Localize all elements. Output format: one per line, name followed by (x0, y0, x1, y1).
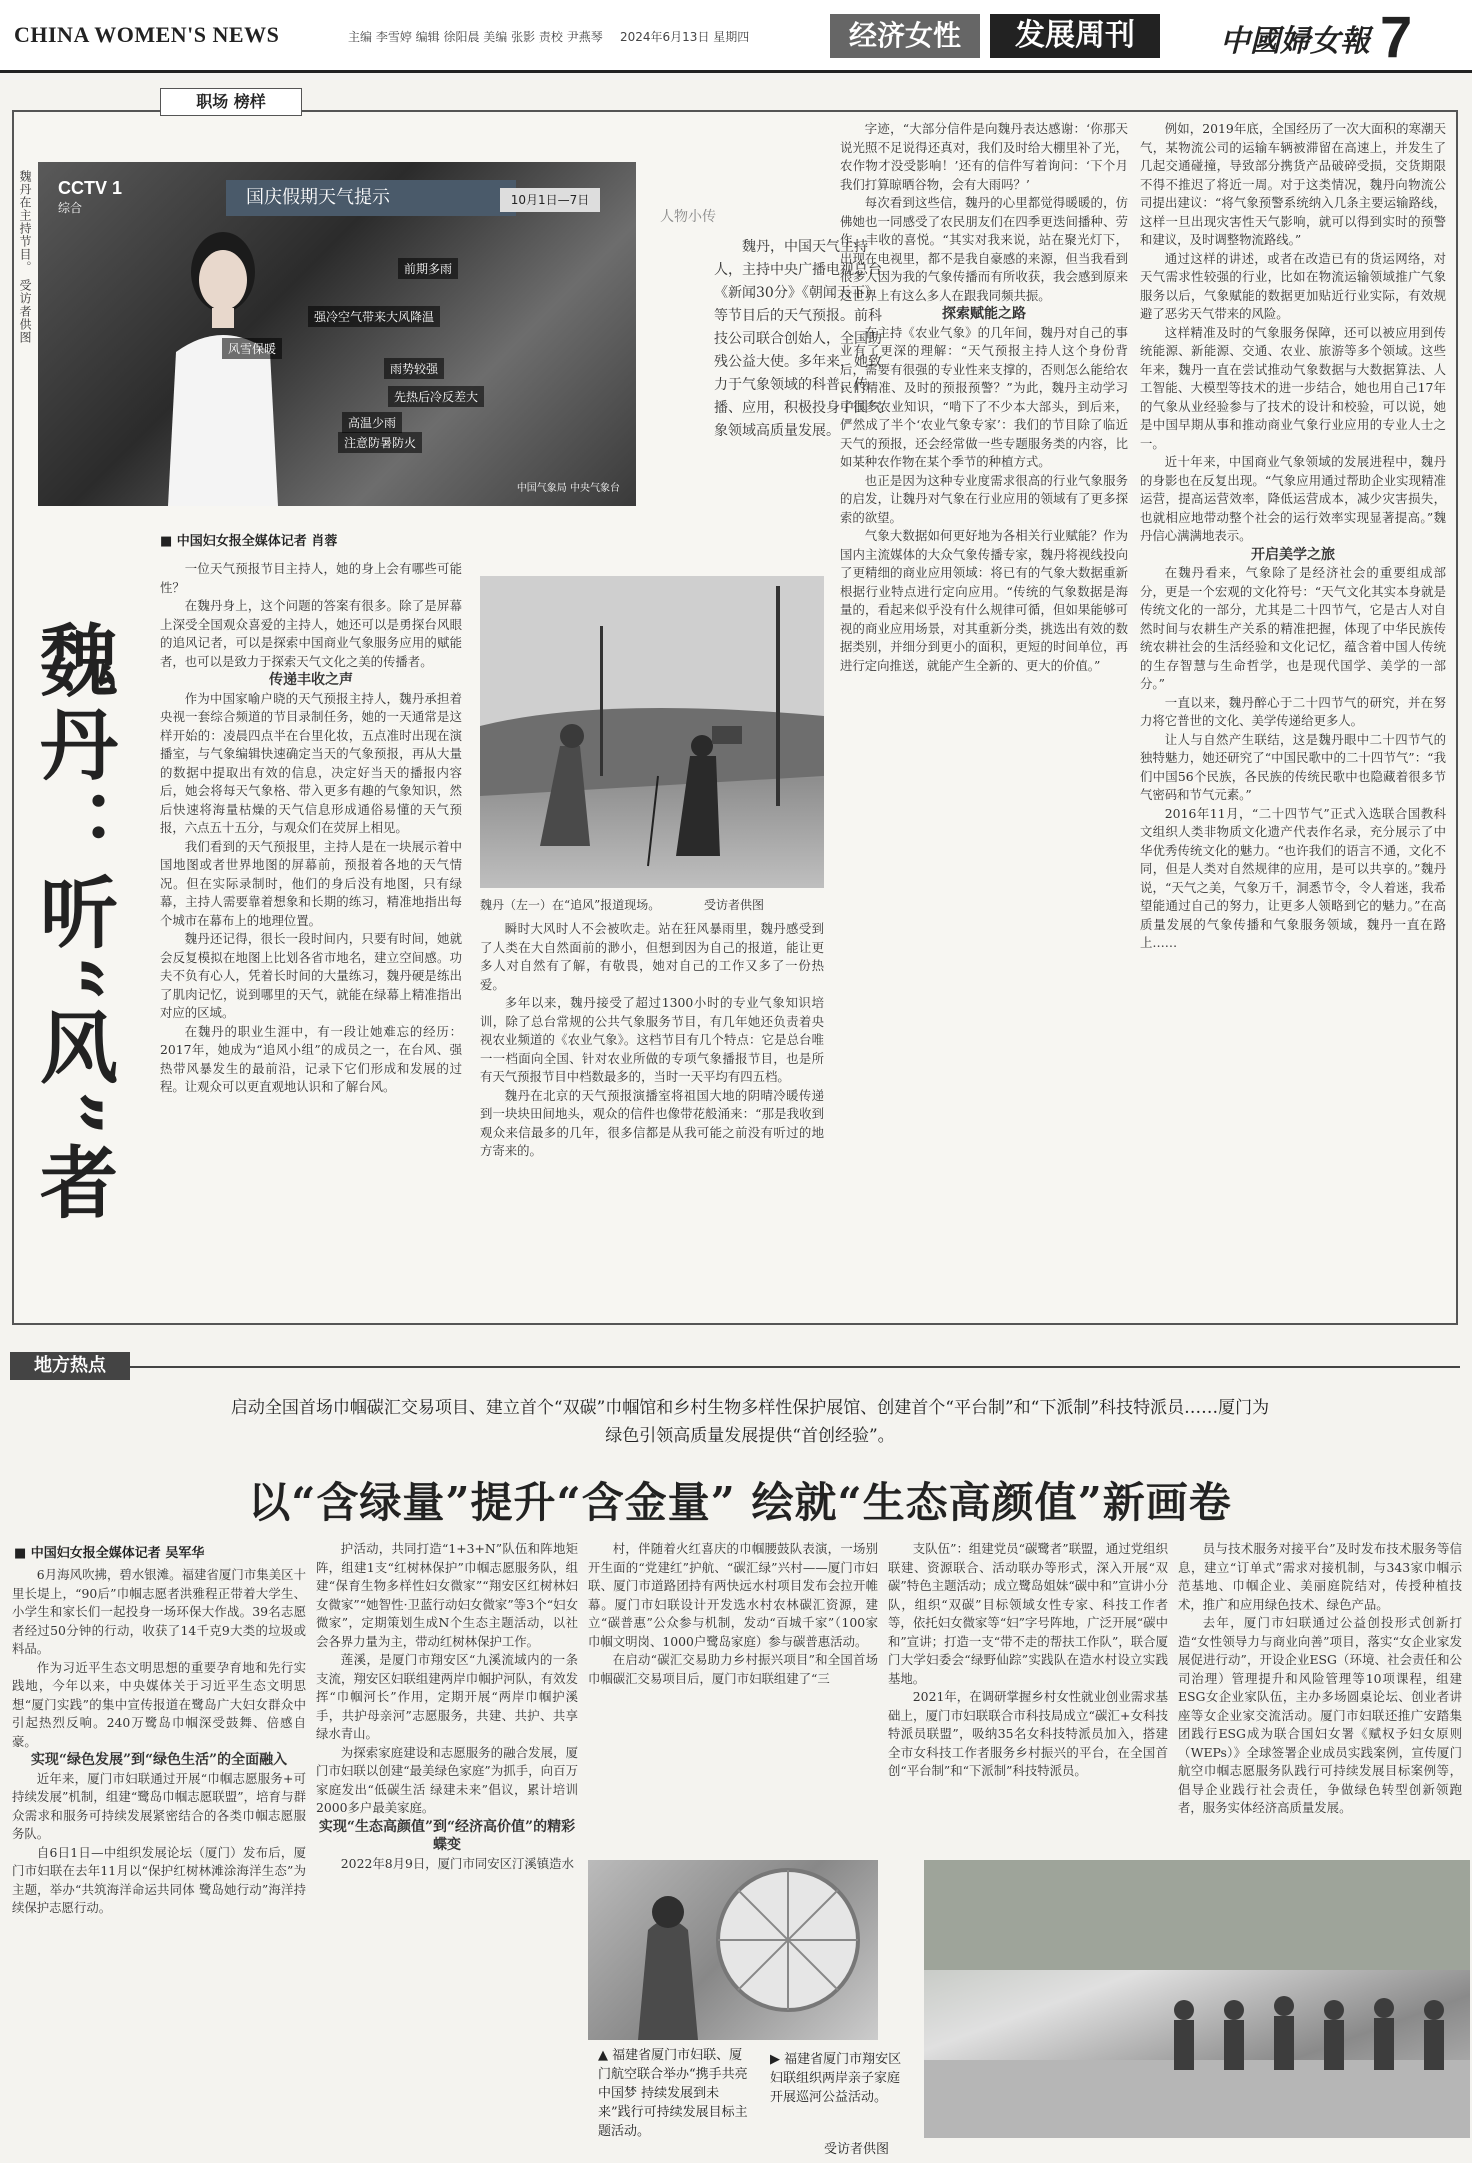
event-photo-airline (588, 1860, 878, 2040)
paragraph: 通过这样的讲述，或者在改造已有的货运网络，对天气需求性较强的行业，比如在物流运输领域推广气象服务以后，气象赋能的数据更加贴近行业实际，有效规避了恶劣天气带来的风险。 (1140, 250, 1446, 321)
paragraph: 在魏丹身上，这个问题的答案有很多。除了是屏幕上深受全国观众喜爱的主持人，她还可以是勇探台风眼的追风记者，可以是探索中国商业气象服务应用的赋能者，也可以是致力于探索天气文化之美的传播者。 (160, 598, 462, 669)
paragraph: 每次看到这些信，魏丹的心里都觉得暖暖的，仿佛她也一同感受了农民朋友们在四季更迭间播种、劳作、丰收的喜悦。“其实对我来说，站在聚光灯下，出现在电视里，都不是我自豪感的来源，但当我看到很多人因为我的气象传播而有所收获，我会感到原来这世界上有这么多人在跟我同频共振。 (840, 195, 1128, 303)
story-column-5 (1178, 1540, 1462, 1852)
section-weekly: 发展周刊 (990, 14, 1160, 58)
article-column-4 (1140, 120, 1446, 1318)
paragraph: 魏丹在北京的天气预报演播室将祖国大地的阴晴冷暖传递到一块块田间地头，观众的信件也像带花般涌来：“那是我收到观众来信最多的几年，很多信都是从我可能之前没有听过的地方寄来的。 (480, 1087, 824, 1158)
story-column-1 (12, 1566, 306, 2158)
map-label: 注意防暑防火 (338, 432, 422, 453)
section-name: 经济女性 (830, 14, 980, 58)
event-photo-illustration (924, 1860, 1470, 2138)
tv-source: 中国气象局 中央气象台 (516, 483, 620, 494)
article-column-1 (160, 560, 462, 1320)
editorial-staff: 主编 李雪婷 编辑 徐阳晨 美编 张影 责校 尹燕琴 (348, 30, 603, 44)
paragraph: 近十年来，中国商业气象领域的发展进程中，魏丹的身影也在反复出现。“气象应用通过帮助企业实现精准运营，提高运营效率，降低运营成本，减少灾害损失，也就相应地带动整个社会的运行效率实现显著提高。”魏丹信心满满地表示。 (1140, 454, 1446, 543)
tv-logo-text: CCTV 1 (58, 178, 123, 198)
tv-channel-logo (58, 178, 122, 216)
paragraph: 2021年，在调研掌握乡村女性就业创业需求基础上，厦门市妇联联合市科技局成立“碳汇+女科技特派员联盟”，吸纳35名女科技特派员加入，搭建全市女科技工作者服务乡村振兴的平台，在全国首创“平台制”和“下派制”科技特派员。 (888, 1689, 1168, 1778)
paragraph: 支队伍”：组建党员“碳鹭者”联盟，通过党组织联建、资源联合、活动联办等形式，深入开展“双碳”特色主题活动；成立鹭岛姐妹“碳中和”宣讲小分队，组织“双碳”目标领域女性专家、科技工作者等，依托妇女微家等“妇”字号阵地，广泛开展“碳中和”宣讲；打造一支“带不走的帮扶工作队”，联合厦门大学妇委会“绿野仙踪”实践队在造水村设立实践基地。 (888, 1541, 1168, 1686)
event-photo-illustration (588, 1860, 878, 2040)
map-label: 强冷空气带来大风降温 (308, 306, 440, 327)
map-label: 先热后冷反差大 (388, 386, 484, 407)
paragraph: 魏丹还记得，很长一段时间内，只要有时间，她就会反复模拟在地图上比划各省市地名，建立空间感。功夫不负有心人，凭着长时间的大量练习，魏丹硬是练出了肌肉记忆，说到哪里的天气，就能在绿幕上精准指出对应的区域。 (160, 931, 462, 1020)
map-label: 雨势较强 (384, 358, 444, 379)
paragraph: 近年来，厦门市妇联通过开展“巾帼志愿服务+可持续发展”机制，组建“鹭岛巾帼志愿联盟”，培育与群众需求和服务可持续发展紧密结合的各类巾帼志愿服务队。 (12, 1770, 306, 1841)
column-tag: 职场 榜样 (160, 88, 302, 116)
tv-logo-sub: 综合 (58, 201, 83, 215)
event-photo-river-patrol (924, 1860, 1470, 2138)
paragraph: 自6日1日—中组织发展论坛（厦门）发布后，厦门市妇联在去年11月以“保护红树林滩涂海洋生态”为主题，举办“共筑海洋命运共同体 鹭岛她行动”海洋持续保护志愿行动。 (12, 1844, 306, 1915)
map-label: 高温少雨 (342, 412, 402, 433)
page-number: 7 (1380, 5, 1413, 70)
paragraph: 我们看到的天气预报里，主持人是在一块展示着中国地图或者世界地图的屏幕前，预报着各地的天气情况。但在实际录制时，他们的身后没有地图，只有绿幕，主持人需要靠着想象和长期的练习，精准地指出每个城市在幕布上的地理位置。 (160, 838, 462, 928)
paragraph: 村，伴随着火红喜庆的巾帼腰鼓队表演，一场别开生面的“党建红”护航、“碳汇绿”兴村——厦门市妇联、厦门市道路团持有两快远水村项目发布会拉开帷幕。厦门市妇联设计开发选水村农林碳汇资源，建立“碳普惠”公众参与机制，发动“百城千家”（100家巾帼文明岗、1000户鹭岛家庭）参与碳普惠活动。 (588, 1541, 878, 1649)
paragraph: 多年以来，魏丹接受了超过1300小时的专业气象知识培训，除了总台常规的公共气象服务节目，有几年她还负责着央视农业频道的《农业气象》。这档节目有几个特点：它是总台唯一一档面向全国、针对农业所做的专项气象播报节目，也是所有天气预报节目中档数最多的，当时一天平均有四五档。 (480, 995, 824, 1084)
subheading: 传递丰收之声 (269, 672, 353, 688)
story-headline: 以“含绿量”提升“含金量” 绘就“生态高颜值”新画卷 (248, 1478, 1232, 1527)
paragraph: 2022年8月9日，厦门市同安区汀溪镇造水 (340, 1855, 574, 1871)
paragraph: 员与技术服务对接平台”及时发布技术服务等信息，建立“订单式”需求对接机制，与343家巾帼示范基地、巾帼企业、美丽庭院结对，传授种植技术，推广和应用绿色技术、绿色产品。 (1178, 1541, 1462, 1612)
paragraph: 一位天气预报节目主持人，她的身上会有哪些可能性？ (160, 561, 462, 595)
map-label: 前期多雨 (398, 258, 458, 279)
paragraph: 也正是因为这种专业度需求很高的行业气象服务的启发，让魏丹对气象在行业应用的领域有了更多探索的欲望。 (840, 472, 1128, 525)
field-report-photo (480, 576, 824, 888)
paragraph: 一直以来，魏丹醉心于二十四节气的研究，并在努力将它普世的文化、美学传递给更多人。 (1140, 694, 1446, 728)
feature-headline: 魏丹：听“风”者 (27, 620, 118, 1226)
subheading: 探索赋能之路 (942, 306, 1026, 322)
anchor-figure (148, 222, 298, 506)
paragraph: 例如，2019年底，全国经历了一次大面积的寒潮天气，某物流公司的运输车辆被滞留在高速上，并发生了几起交通碰撞，导致部分携货产品破碎受损，交货期限不得不推迟了将近一周。对于这类情况，魏丹向物流公司提出建议：“将气象预警系统纳入几条主要运输路线，这样一旦出现灾害性天气影响，就可以得到实时的预警和建议，及时调整物流路线。” (1140, 121, 1446, 247)
paragraph: 6月海风吹拂，碧水银滩。福建省厦门市集美区十里长堤上，“90后”巾帼志愿者洪雅程正带着大学生、小学生和家长们一起投身一场环保大作战。39名志愿者经过50分钟的行动，收获了14千克9大类的垃圾或料品。 (12, 1567, 306, 1656)
bio-label: 人物小传 (660, 209, 716, 225)
paragraph: 莲溪，是厦门市翔安区“九溪流域内的一条支流，翔安区妇联组建两岸巾帼护河队，有效发挥“巾帼河长”作用，定期开展“两岸巾帼护溪手，共护母亲河”志愿服务，共建、共护、共享绿水青山。 (316, 1652, 578, 1741)
subheading: 实现“生态高颜值”到“经济高价值”的精彩蝶变 (318, 1818, 576, 1853)
field-photo-credit: 受访者供图 (704, 898, 765, 912)
photo-caption-vertical: 魏丹在主持节目。 受访者供图 (18, 170, 32, 344)
paragraph: 在魏丹的职业生涯中，有一段让她难忘的经历：2017年，她成为“追风小组”的成员之一，在台风、强热带风暴发生的最前沿，记录下它们形成和发展的过程。让观众可以更直观地认识和了解台风。 (160, 1023, 462, 1094)
paragraph: 这样精准及时的气象服务保障，还可以被应用到传统能源、新能源、交通、农业、旅游等多个领域。这些年来，魏丹一直在尝试推动气象数据与大数据算法、人工智能、大模型等技术的进一步结合，她也用自己17年的气象从业经验参与了技术的设计和校验，可以说，她是中国早期从事和推动商业气象行业应用的专业人士之一。 (1140, 324, 1446, 451)
paper-name-english: CHINA WOMEN'S NEWS (14, 22, 280, 47)
paragraph: 字迹，“大部分信件是向魏丹表达感谢：‘你那天说光照不足说得还真对，我们及时给大棚里补了光，农作物才没受影响！’还有的信件写着询问：‘下个月我们打算晾晒谷物，会有大雨吗？’ (840, 121, 1128, 192)
subheading: 开启美学之旅 (1251, 546, 1335, 563)
paragraph: 作为中国家喻户晓的天气预报主持人，魏丹承担着央视一套综合频道的节目录制任务，她的一天通常是这样开始的：凌晨四点半在台里化妆，五点准时出现在演播室，与气象编辑快速确定当天的气象预报，再从大量的数据中提取出有效的信息，决定好当天的播报内容后，她会将每天气象格、带入更多有趣的气象知识，然后快速将海量枯燥的天气信息形成通俗易懂的天气预报，六点五十五分，与观众们在荧屏上相见。 (160, 690, 462, 835)
paragraph: 在魏丹看来，气象除了是经济社会的重要组成部分，更是一个宏观的文化符号：“天气文化其实本身就是传统文化的一部分，尤其是二十四节气，它是古人对自然时间与农耕生产关系的精准把握，体现了中华民族传统农耕社会的生活经验和文化记忆，蕴含着中国人传统的生存智慧与生命哲学，也是现代国学、美学的一部分。” (1140, 565, 1446, 691)
paragraph: 去年，厦门市妇联通过公益创投形式创新打造“女性领导力与商业向善”项目，落实“女企业家发展促进行动”，开设企业ESG（环境、社会责任和公司治理）管理提升和风险管理等10项课程，组建ESG女企业家队伍，主办多场圆桌论坛、创业者讲座等女企业家交流活动。厦门市妇联还推广安踏集团践行ESG成为联合国妇女署《赋权予妇女原则（WEPs）》全球签署企业成员实践案例，宣传厦门航空巾帼志愿服务队践行可持续发展目标案例等，倡导企业践行社会责任，争做绿色转型创新领跑者，服务实体经济高质量发展。 (1178, 1615, 1462, 1815)
subheading: 实现“绿色发展”到“绿色生活”的全面融入 (30, 1752, 288, 1768)
story-kicker: 启动全国首场巾帼碳汇交易项目、建立首个“双碳”巾帼馆和乡村生物多样性保护展馆、创建首个“平台制”和“下派制”科技特派员……厦门为绿色引领高质量发展提供“首创经验”。 (230, 1398, 1270, 1446)
paragraph: 作为习近平生态文明思想的重要孕育地和先行实践地，今年以来，中央媒体关于习近平生态文明思想“厦门实践”的集中宣传报道在鹭岛广大妇女群众中引起热烈反响。240万鹭岛巾帼深受鼓舞、倍感自豪。 (12, 1659, 306, 1749)
article-column-3 (840, 120, 1128, 1318)
profile-bio: 魏丹，中国天气主持人，主持中央广播电视总台《新闻30分》《朝闻天下》等节目后的天气预报。前科技公司联合创始人，全国助残公益大使。多年来，她致力于气象领域的科普、传播、应用，积极投身中国气象领域高质量发展。 (714, 239, 882, 439)
paragraph: 为探索家庭建设和志愿服务的融合发展，厦门市妇联以创建“最美绿色家庭”为抓手，向百万家庭发出“低碳生活 绿建未来”倡议，累计培训2000多户最美家庭。 (316, 1744, 578, 1815)
paragraph: 护活动，共同打造“1+3+N”队伍和阵地矩阵，组建1支“红树林保护”巾帼志愿服务队，组建“保育生物多样性妇女微家”“翔安区红树林妇女微家”“她智性·卫蓝行动妇女微家”等3个“妇女微家”，定期策划生成N个生态主题活动，以社会各界力量为主，带动红树林保护工作。 (316, 1541, 578, 1649)
issue-date: 2024年6月13日 星期四 (620, 30, 750, 44)
section-divider (130, 1366, 1460, 1368)
tv-banner: 国庆假期天气提示 (226, 180, 516, 216)
field-photo-illustration (480, 576, 824, 888)
photo-caption: ▲ 福建省厦门市妇联、厦门航空联合举办“携手共亮中国梦 持续发展到未来”践行可持续发展目标主题活动。 (598, 2048, 748, 2139)
map-label: 风雪保暖 (222, 338, 282, 359)
field-photo-caption: 魏丹（左一）在“追风”报道现场。 (480, 898, 661, 912)
weather-broadcast-photo (38, 162, 636, 506)
local-hotspot-tag: 地方热点 (10, 1352, 130, 1380)
tv-date-range: 10月1日—7日 (500, 188, 600, 212)
story-column-3 (588, 1540, 878, 1852)
paragraph: 气象大数据如何更好地为各相关行业赋能？作为国内主流媒体的大众气象传播专家，魏丹将视线投向了更精细的商业应用领域：将已有的气象大数据重新根据行业特点进行定向应用。“传统的气象数据是海量的，看起来似乎没有什么规律可循，但如果能够可视的商业应用场景，对其重新分类，挑选出有效的数据类别，并细分到更小的面积，更短的时间单位，再进行定向推送，就能产生全新的、更大的价值。” (840, 528, 1128, 673)
photo-credit: 受访者供图 (824, 2142, 890, 2157)
reporter-byline: ■ 中国妇女报全媒体记者 肖蓉 (160, 534, 338, 549)
paragraph: 瞬时大风时人不会被吹走。站在狂风暴雨里，魏丹感受到了人类在大自然面前的渺小，但想到因为自己的报道，能让更多人对自然有了解，有敬畏，她对自己的工作又多了一份热爱。 (480, 921, 824, 992)
article-column-2 (480, 920, 824, 1320)
paragraph: 在启动“碳汇交易助力乡村振兴项目”和全国首场巾帼碳汇交易项目后，厦门市妇联组建了“三 (588, 1652, 878, 1686)
paragraph: 在主持《农业气象》的几年间，魏丹对自己的事业有了更深的理解：“天气预报主持人这个身份背后，需要有很强的专业性来支撑的，否则怎么能给农民们精准、及时的预报预警？”为此，魏丹主动学习了很多农业知识，“啃下了不少本大部头，到后来，俨然成了半个‘农业气象专家’：我们的节目除了临近天气的预报，还会经常做一些专题服务类的内容，比如某种农作物在某个季节的种植方式。 (840, 324, 1128, 469)
paragraph: 让人与自然产生联结，这是魏丹眼中二十四节气的独特魅力，她还研究了“中国民歌中的二十四节气”：“我们中国56个民族，各民族的传统民歌中也隐藏着很多节气密码和节气元素。” (1140, 731, 1446, 802)
paragraph: 2016年11月，“二十四节气”正式入选联合国教科文组织人类非物质文化遗产代表作名录，充分展示了中华优秀传统文化的魅力。“也许我们的语言不通，文化不同，但是人类对自然规律的应用，是可以共享的。”魏丹说，“天气之美，气象万千，洞悉节令，令人着迷，我希望能通过自己的努力，让更多人领略到它的魅力。”在高质量发展的气象传播和气象服务领域，魏丹一直在路上…… (1140, 805, 1446, 950)
reporter-byline: ■ 中国妇女报全媒体记者 吴军华 (14, 1546, 205, 1561)
photo-caption: ▶ 福建省厦门市翔安区妇联组织两岸亲子家庭开展巡河公益活动。 (770, 2052, 902, 2105)
newspaper-logo: 中國婦女報 (1220, 24, 1370, 59)
story-column-2 (316, 1540, 578, 2158)
story-column-4 (888, 1540, 1168, 1852)
